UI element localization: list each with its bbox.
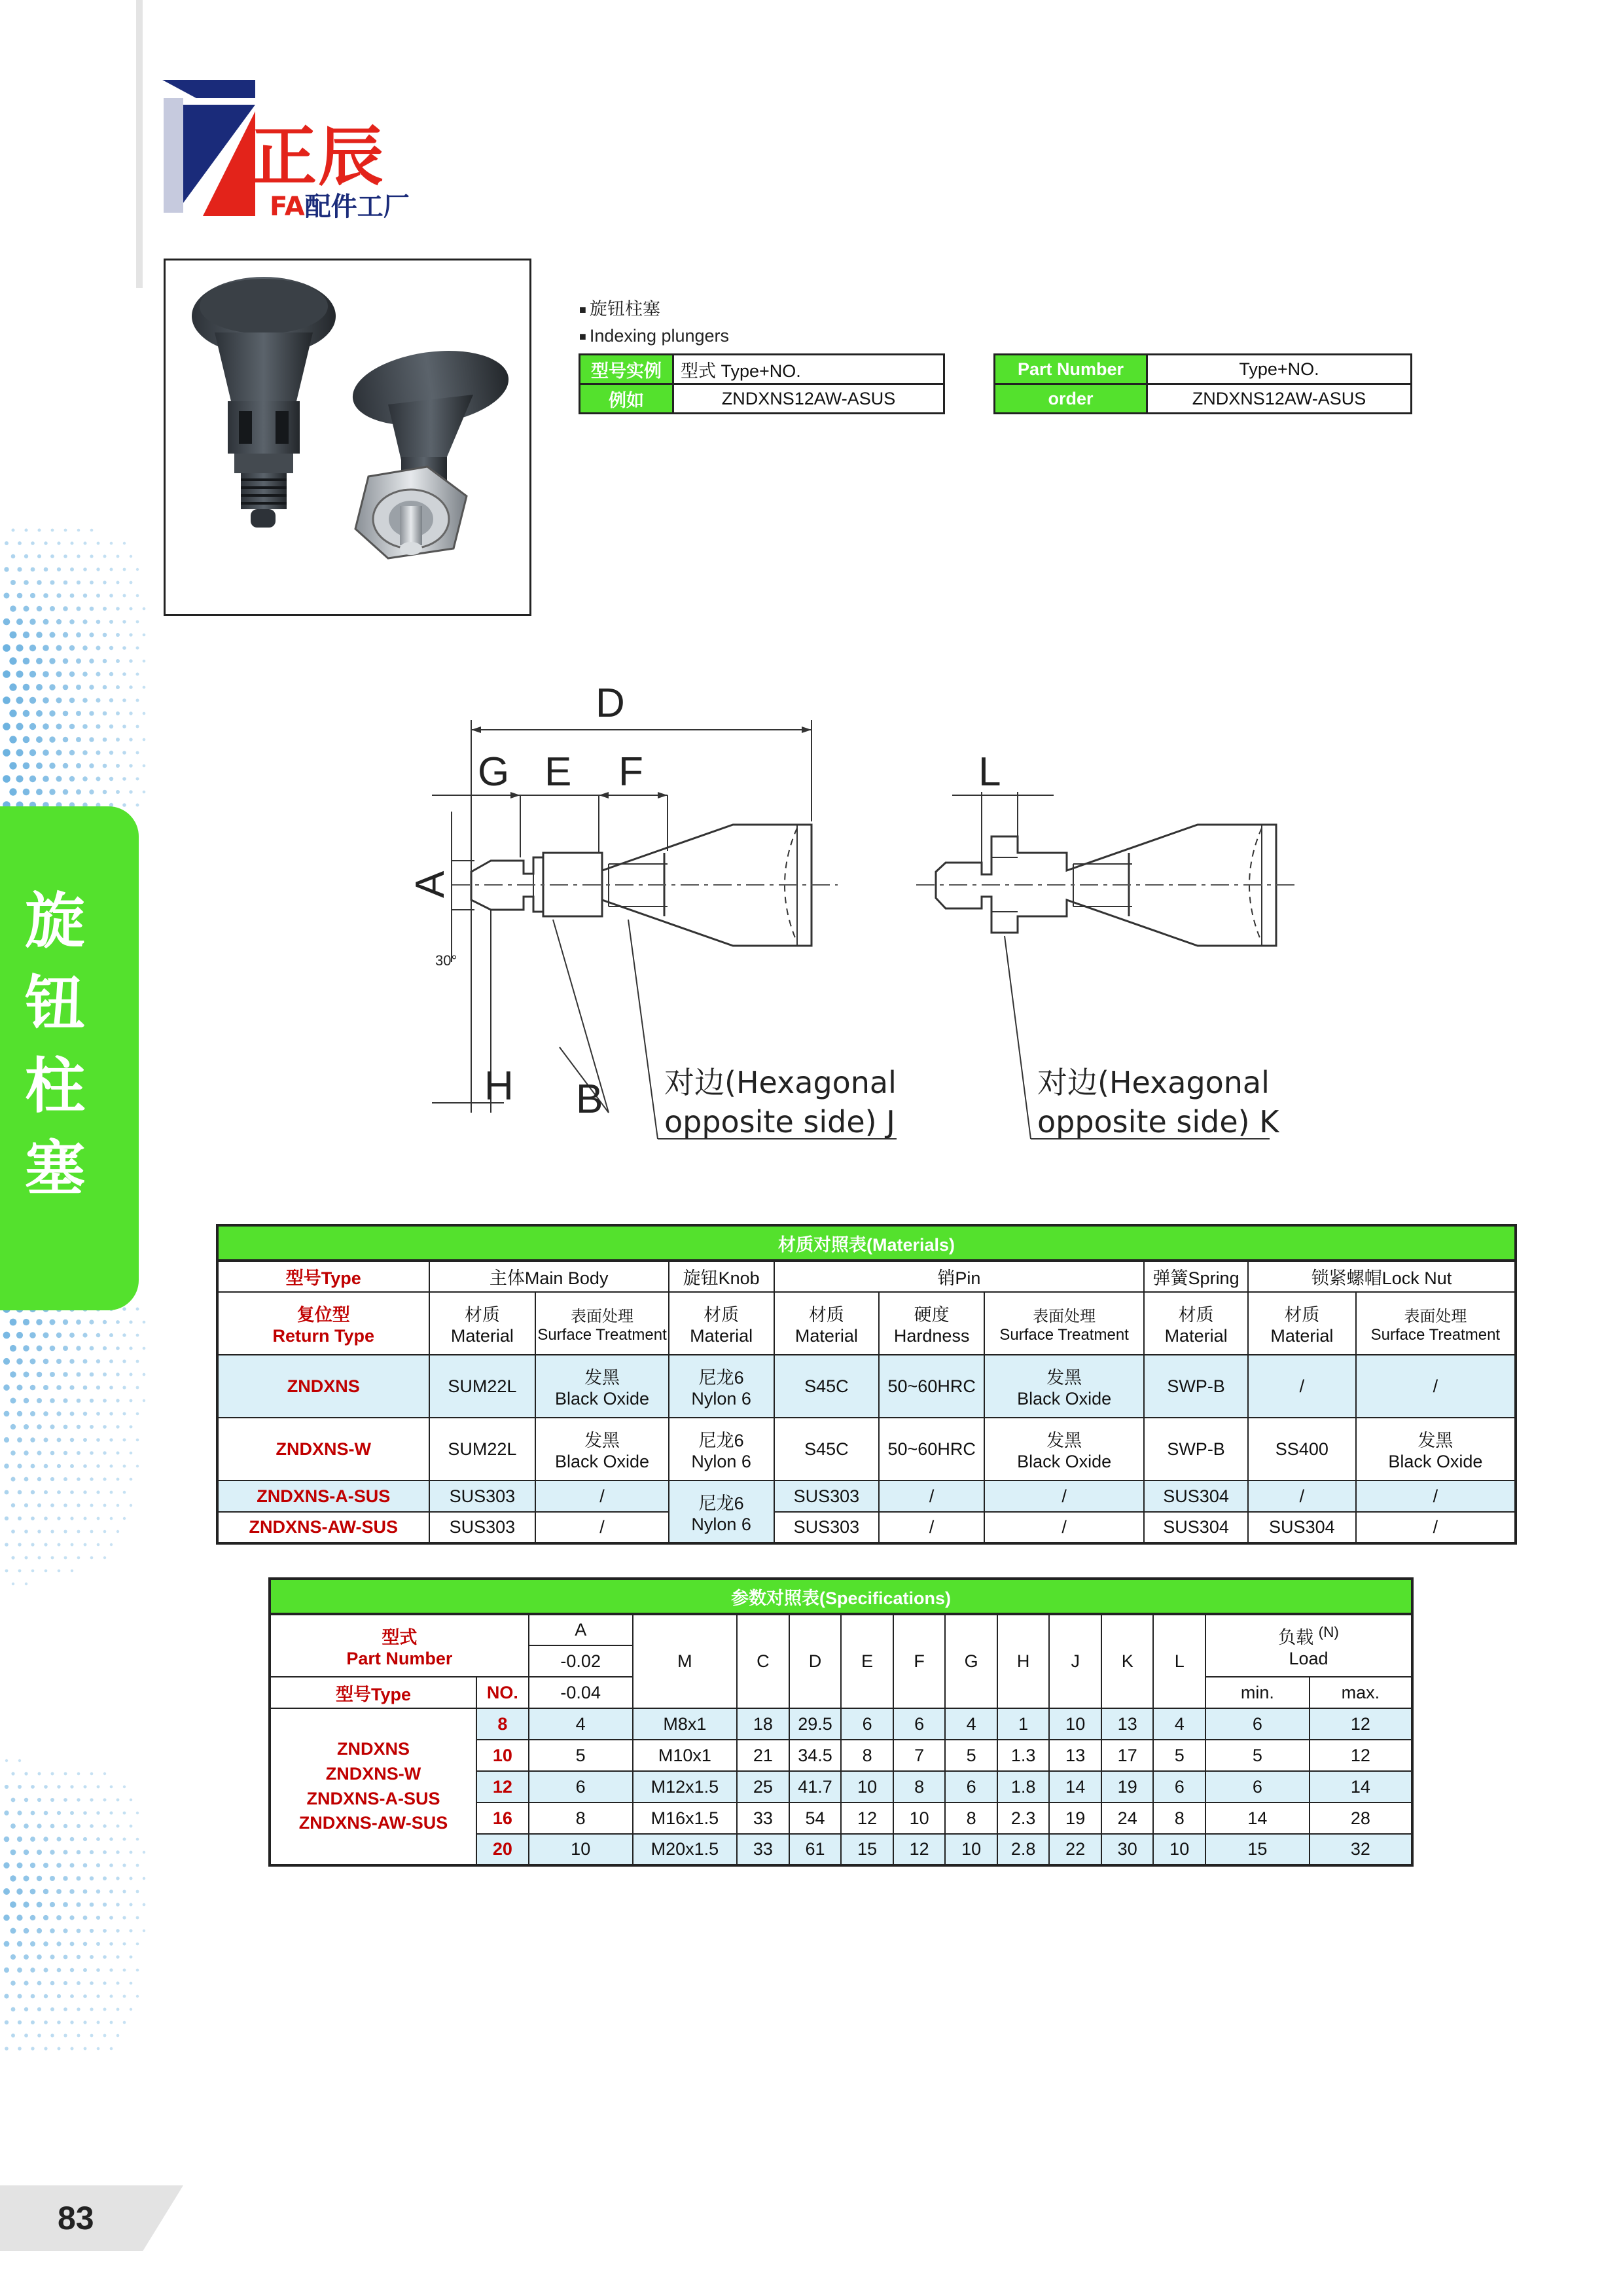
- product-photo: [164, 259, 531, 616]
- hex-j-line-1: 对边(Hexagonal: [664, 1065, 897, 1100]
- spec-head-load-en: Load: [1289, 1648, 1329, 1668]
- spec-cell-h: 1.3: [997, 1740, 1050, 1771]
- mat-cell-spring: SUS304: [1144, 1512, 1248, 1543]
- mat-sub-hard-cn: 硬度: [914, 1305, 950, 1325]
- mat-sub-body-material: [429, 1292, 536, 1355]
- spec-cell-k: 30: [1101, 1834, 1154, 1865]
- mat-sub-surf-cn: 表面处理: [571, 1307, 634, 1325]
- mat-row-1: [217, 1355, 1516, 1418]
- spec-cell-max: 28: [1310, 1803, 1412, 1834]
- spec-cell-f: 8: [893, 1771, 946, 1803]
- spec-head-l: L: [1153, 1614, 1205, 1708]
- specifications-table: [268, 1577, 1414, 1867]
- spec-head-c: C: [737, 1614, 789, 1708]
- spec-cell-no: 20: [476, 1834, 529, 1865]
- mat-cell-nut: SS400: [1248, 1418, 1356, 1480]
- spec-cell-l: 5: [1153, 1740, 1205, 1771]
- spec-cell-c: 33: [737, 1834, 789, 1865]
- dot-pattern-bottom: [0, 1754, 164, 2055]
- dim-label-e: E: [544, 749, 572, 795]
- mat-cell-body: SUS303: [429, 1512, 536, 1543]
- mat-cell-nut-surf: 发黑 Black Oxide: [1356, 1418, 1516, 1480]
- spec-head-k: K: [1101, 1614, 1154, 1708]
- order-code-table-en: [993, 353, 1412, 414]
- side-char-1: 旋: [24, 886, 85, 956]
- mat-cell-pin-surf: /: [984, 1512, 1144, 1543]
- dot-pattern-middle: [0, 1302, 164, 1604]
- spec-cell-c: 21: [737, 1740, 789, 1771]
- spec-cell-max: 12: [1310, 1740, 1412, 1771]
- spec-cell-min: 5: [1205, 1740, 1310, 1771]
- mat-cell-spring: SWP-B: [1144, 1355, 1248, 1418]
- spec-cell-no: 8: [476, 1708, 529, 1740]
- mat-sub-pin-surface: [984, 1292, 1144, 1355]
- dim-label-f: F: [618, 749, 643, 795]
- mat-cell-type: ZNDXNS-W: [217, 1418, 429, 1480]
- mat-head-nut: 锁紧螺帽Lock Nut: [1248, 1261, 1516, 1292]
- mat-sub-cn: 材质: [704, 1305, 740, 1325]
- mat-sub-cn: 材质: [1178, 1305, 1214, 1325]
- spec-head-e: E: [841, 1614, 893, 1708]
- dim-label-angle: 30°: [435, 952, 457, 969]
- spec-cell-g: 10: [945, 1834, 997, 1865]
- spec-head-g: G: [945, 1614, 997, 1708]
- spec-cell-l: 6: [1153, 1771, 1205, 1803]
- code-cn-label-1: 型号实例: [580, 355, 673, 384]
- spec-head-m: M: [633, 1614, 737, 1708]
- code-cn-label-2: 例如: [580, 384, 673, 414]
- spec-cell-min: 15: [1205, 1834, 1310, 1865]
- spec-cell-k: 17: [1101, 1740, 1154, 1771]
- spec-cell-j: 14: [1049, 1771, 1101, 1803]
- spec-cell-g: 4: [945, 1708, 997, 1740]
- spec-cell-g: 6: [945, 1771, 997, 1803]
- mat-cell-pin: SUS303: [774, 1512, 880, 1543]
- mat-cell-spring: SUS304: [1144, 1480, 1248, 1512]
- indexing-plunger-illustration: [166, 260, 529, 614]
- spec-cell-k: 13: [1101, 1708, 1154, 1740]
- spec-head-min: min.: [1205, 1677, 1310, 1708]
- mat-cell-nut-surf: /: [1356, 1355, 1516, 1418]
- specs-title: 参数对照表(Specifications): [270, 1579, 1412, 1614]
- mat-cell-body-surf: 发黑 Black Oxide: [535, 1355, 668, 1418]
- mat-cell-pin: SUS303: [774, 1480, 880, 1512]
- code-cn-value-1: 型式 Type+NO.: [673, 355, 944, 384]
- spec-row-1: [270, 1708, 1412, 1740]
- spec-cell-d: 29.5: [789, 1708, 842, 1740]
- mat-sub-en: Material: [690, 1326, 753, 1346]
- spec-cell-d: 61: [789, 1834, 842, 1865]
- spec-head-load-unit: (N): [1318, 1623, 1339, 1640]
- spec-cell-no: 16: [476, 1803, 529, 1834]
- spec-cell-l: 8: [1153, 1803, 1205, 1834]
- spec-cell-l: 4: [1153, 1708, 1205, 1740]
- mat-cell-nut: SUS304: [1248, 1512, 1356, 1543]
- spec-cell-c: 18: [737, 1708, 789, 1740]
- mat-cell-nut-surf: /: [1356, 1512, 1516, 1543]
- spec-cell-c: 33: [737, 1803, 789, 1834]
- spec-head-part: [270, 1614, 529, 1677]
- mat-cell-type: ZNDXNS-A-SUS: [217, 1480, 429, 1512]
- spec-cell-m: M12x1.5: [633, 1771, 737, 1803]
- mat-cell-knob: 尼龙6 Nylon 6: [669, 1418, 774, 1480]
- technical-drawing: [393, 668, 1342, 1165]
- mat-cell-body-surf: 发黑 Black Oxide: [535, 1418, 668, 1480]
- mat-cell-pin: S45C: [774, 1355, 880, 1418]
- spec-cell-m: M10x1: [633, 1740, 737, 1771]
- spec-cell-k: 24: [1101, 1803, 1154, 1834]
- spec-cell-h: 2.3: [997, 1803, 1050, 1834]
- mat-sub-surf-en: Surface Treatment: [537, 1325, 667, 1344]
- code-cn-value-2: ZNDXNS12AW-ASUS: [673, 384, 944, 414]
- mat-head-return-cn: 复位型: [296, 1305, 350, 1325]
- code-en-value-2: ZNDXNS12AW-ASUS: [1147, 384, 1412, 414]
- spec-cell-m: M20x1.5: [633, 1834, 737, 1865]
- code-en-value-1: Type+NO.: [1147, 355, 1412, 384]
- spec-cell-h: 2.8: [997, 1834, 1050, 1865]
- spec-cell-j: 19: [1049, 1803, 1101, 1834]
- spec-cell-f: 6: [893, 1708, 946, 1740]
- spec-cell-e: 10: [841, 1771, 893, 1803]
- spec-cell-d: 41.7: [789, 1771, 842, 1803]
- spec-head-d: D: [789, 1614, 842, 1708]
- mat-sub-cn: 材质: [1284, 1305, 1320, 1325]
- spec-head-max: max.: [1310, 1677, 1412, 1708]
- spec-cell-a: 6: [529, 1771, 633, 1803]
- spec-cell-min: 6: [1205, 1771, 1310, 1803]
- mat-head-spring: 弹簧Spring: [1144, 1261, 1248, 1292]
- spec-cell-j: 13: [1049, 1740, 1101, 1771]
- brand-subtitle: [270, 194, 410, 220]
- mat-cell-knob-merged: 尼龙6 Nylon 6: [669, 1480, 774, 1543]
- order-code-table-cn: [579, 353, 945, 414]
- spec-cell-max: 32: [1310, 1834, 1412, 1865]
- spec-head-f: F: [893, 1614, 946, 1708]
- mat-sub-surf-en: Surface Treatment: [1370, 1325, 1501, 1344]
- spec-type-3: ZNDXNS-A-SUS: [306, 1788, 440, 1808]
- side-char-4: 塞: [24, 1134, 85, 1204]
- page-number: 83: [58, 2200, 94, 2236]
- mat-sub-en: Material: [794, 1326, 858, 1346]
- mat-head-body: 主体Main Body: [429, 1261, 669, 1292]
- mat-cell-body: SUM22L: [429, 1355, 536, 1418]
- spec-head-a-tol-upper: -0.02: [529, 1645, 633, 1677]
- spec-cell-a: 4: [529, 1708, 633, 1740]
- mat-head-type: 型号Type: [217, 1261, 429, 1292]
- spec-cell-e: 6: [841, 1708, 893, 1740]
- spec-cell-k: 19: [1101, 1771, 1154, 1803]
- spec-cell-a: 5: [529, 1740, 633, 1771]
- spec-cell-e: 8: [841, 1740, 893, 1771]
- spec-cell-f: 10: [893, 1803, 946, 1834]
- spec-cell-a: 8: [529, 1803, 633, 1834]
- mat-sub-nut-material: [1248, 1292, 1356, 1355]
- spec-head-part-en: Part Number: [346, 1648, 453, 1668]
- mat-cell-type: ZNDXNS: [217, 1355, 429, 1418]
- mat-sub-en: Material: [450, 1326, 514, 1346]
- mat-head-return: [217, 1292, 429, 1355]
- materials-title: 材质对照表(Materials): [217, 1225, 1516, 1261]
- dim-label-a: A: [408, 870, 453, 898]
- dim-label-b: B: [576, 1077, 603, 1122]
- spec-cell-h: 1.8: [997, 1771, 1050, 1803]
- dot-pattern-top: [0, 511, 164, 812]
- header-divider: [136, 0, 143, 288]
- mat-cell-body: SUM22L: [429, 1418, 536, 1480]
- spec-head-type: 型号Type: [270, 1677, 476, 1708]
- spec-head-no: NO.: [476, 1677, 529, 1708]
- product-title-en: ■ Indexing plungers: [579, 326, 729, 346]
- spec-head-h: H: [997, 1614, 1050, 1708]
- mat-sub-pin-hardness: [879, 1292, 984, 1355]
- mat-sub-knob-material: [669, 1292, 774, 1355]
- hex-k-line-2: opposite side) K: [1037, 1104, 1279, 1139]
- spec-head-load: [1205, 1614, 1412, 1677]
- spec-cell-h: 1: [997, 1708, 1050, 1740]
- mat-sub-spring-material: [1144, 1292, 1248, 1355]
- mat-sub-surf-en: Surface Treatment: [999, 1325, 1129, 1344]
- mat-cell-nut: /: [1248, 1355, 1356, 1418]
- spec-cell-no: 12: [476, 1771, 529, 1803]
- spec-head-j: J: [1049, 1614, 1101, 1708]
- code-en-label-2: order: [995, 384, 1147, 414]
- spec-cell-j: 10: [1049, 1708, 1101, 1740]
- category-side-tab: [0, 806, 139, 1310]
- spec-type-list: [270, 1708, 476, 1865]
- brand-name: 正辰: [251, 118, 385, 195]
- mat-sub-en: Material: [1164, 1326, 1228, 1346]
- mat-sub-surf-cn: 表面处理: [1033, 1307, 1096, 1325]
- spec-cell-m: M16x1.5: [633, 1803, 737, 1834]
- mat-sub-hard-en: Hardness: [893, 1326, 970, 1346]
- side-char-2: 钮: [24, 969, 85, 1039]
- mat-sub-cn: 材质: [808, 1305, 844, 1325]
- brand-fa: FA: [270, 192, 305, 222]
- materials-table: [216, 1224, 1517, 1545]
- spec-cell-d: 34.5: [789, 1740, 842, 1771]
- spec-cell-m: M8x1: [633, 1708, 737, 1740]
- spec-type-2: ZNDXNS-W: [325, 1763, 421, 1784]
- spec-cell-min: 6: [1205, 1708, 1310, 1740]
- product-title-cn: ■ 旋钮柱塞: [579, 295, 660, 320]
- mat-sub-pin-material: [774, 1292, 880, 1355]
- mat-cell-hardness: 50~60HRC: [879, 1355, 984, 1418]
- spec-type-1: ZNDXNS: [336, 1738, 410, 1759]
- mat-head-knob: 旋钮Knob: [669, 1261, 774, 1292]
- mat-cell-pin-surf: 发黑 Black Oxide: [984, 1418, 1144, 1480]
- spec-type-4: ZNDXNS-AW-SUS: [298, 1813, 448, 1833]
- mat-cell-body: SUS303: [429, 1480, 536, 1512]
- spec-cell-d: 54: [789, 1803, 842, 1834]
- mat-sub-body-surface: [535, 1292, 668, 1355]
- spec-cell-f: 12: [893, 1834, 946, 1865]
- hex-k-line-1: 对边(Hexagonal: [1037, 1065, 1270, 1100]
- mat-row-2: [217, 1418, 1516, 1480]
- spec-cell-f: 7: [893, 1740, 946, 1771]
- spec-cell-e: 12: [841, 1803, 893, 1834]
- brand-logo-mark: [157, 72, 255, 223]
- spec-cell-c: 25: [737, 1771, 789, 1803]
- mat-cell-nut-surf: /: [1356, 1480, 1516, 1512]
- dim-label-l: L: [978, 749, 1001, 795]
- spec-cell-l: 10: [1153, 1834, 1205, 1865]
- mat-cell-knob: 尼龙6 Nylon 6: [669, 1355, 774, 1418]
- brand-factory: 配件工厂: [304, 192, 410, 222]
- mat-sub-en: Material: [1270, 1326, 1334, 1346]
- mat-cell-pin-surf: 发黑 Black Oxide: [984, 1355, 1144, 1418]
- side-char-3: 柱: [24, 1051, 85, 1121]
- mat-cell-body-surf: /: [535, 1512, 668, 1543]
- mat-cell-hardness: 50~60HRC: [879, 1418, 984, 1480]
- dim-label-h: H: [484, 1064, 514, 1109]
- mat-sub-cn: 材质: [464, 1305, 500, 1325]
- mat-cell-nut: /: [1248, 1480, 1356, 1512]
- spec-cell-g: 5: [945, 1740, 997, 1771]
- spec-cell-g: 8: [945, 1803, 997, 1834]
- spec-head-type-cn: 型式: [382, 1627, 418, 1647]
- mat-cell-hardness: /: [879, 1512, 984, 1543]
- mat-cell-type: ZNDXNS-AW-SUS: [217, 1512, 429, 1543]
- mat-cell-hardness: /: [879, 1480, 984, 1512]
- spec-cell-e: 15: [841, 1834, 893, 1865]
- spec-cell-a: 10: [529, 1834, 633, 1865]
- hex-j-line-2: opposite side) J: [664, 1104, 895, 1139]
- spec-cell-max: 12: [1310, 1708, 1412, 1740]
- mat-cell-pin-surf: /: [984, 1480, 1144, 1512]
- mat-head-pin: 销Pin: [774, 1261, 1145, 1292]
- mat-head-return-en: Return Type: [272, 1326, 375, 1346]
- spec-cell-max: 14: [1310, 1771, 1412, 1803]
- spec-cell-min: 14: [1205, 1803, 1310, 1834]
- code-en-label-1: Part Number: [995, 355, 1147, 384]
- mat-cell-body-surf: /: [535, 1480, 668, 1512]
- mat-sub-nut-surface: [1356, 1292, 1516, 1355]
- dim-label-g: G: [478, 749, 510, 795]
- spec-head-load-cn: 负载: [1278, 1627, 1314, 1647]
- spec-head-a-tol-lower: -0.04: [529, 1677, 633, 1708]
- spec-cell-no: 10: [476, 1740, 529, 1771]
- mat-cell-pin: S45C: [774, 1418, 880, 1480]
- mat-sub-surf-cn: 表面处理: [1404, 1307, 1467, 1325]
- spec-head-a: A: [529, 1614, 633, 1645]
- mat-row-3: [217, 1480, 1516, 1512]
- dim-label-d: D: [596, 681, 625, 726]
- spec-cell-j: 22: [1049, 1834, 1101, 1865]
- mat-cell-spring: SWP-B: [1144, 1418, 1248, 1480]
- mat-row-4: [217, 1512, 1516, 1543]
